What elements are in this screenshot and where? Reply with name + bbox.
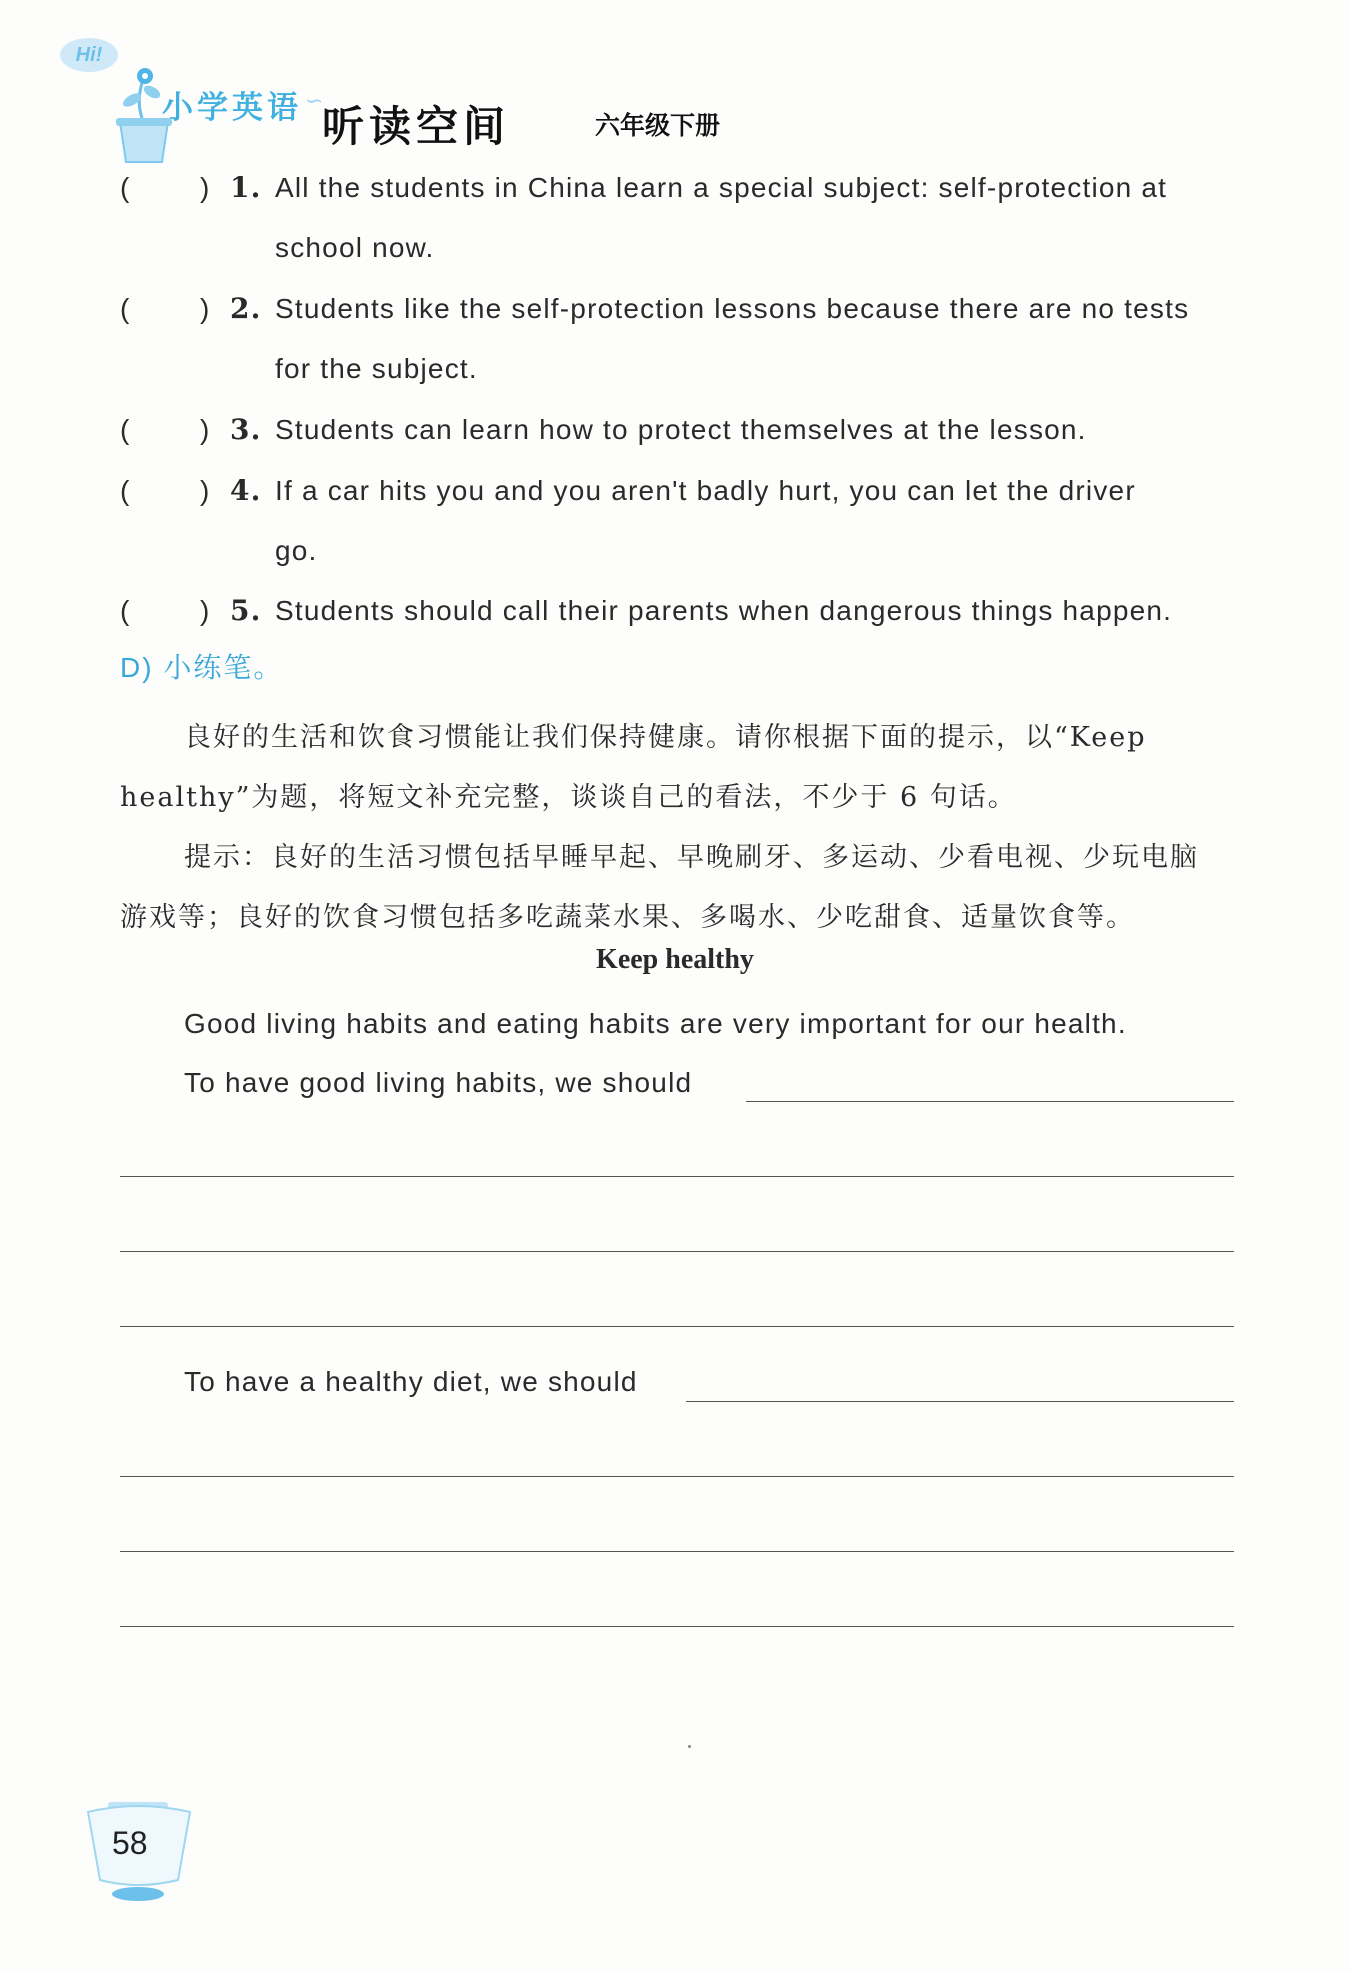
answer-paren-close: ) [200, 414, 211, 445]
prompt-healthy-diet: To have a healthy diet, we should [184, 1366, 638, 1397]
section-d-title: D) 小练笔。 [120, 652, 284, 683]
book-title: 听读空间 [322, 102, 511, 151]
answer-paren-open: ( [120, 475, 131, 506]
series-title: 小学英语 [162, 90, 302, 126]
question-number: 3. [230, 413, 262, 446]
writing-blank[interactable] [686, 1401, 1234, 1402]
essay-intro: Good living habits and eating habits are very important for our health. [184, 1008, 1127, 1039]
page-number: 58 [112, 1825, 148, 1861]
hint-line-1: 提示：良好的生活习惯包括早睡早起、早晚刷牙、多运动、少看电视、少玩电脑 [184, 842, 1199, 873]
question-text-continued: for the subject. [275, 353, 478, 384]
writing-line[interactable] [120, 1626, 1234, 1627]
answer-paren-open: ( [120, 414, 131, 445]
writing-line[interactable] [120, 1176, 1234, 1177]
answer-paren-close: ) [200, 475, 211, 506]
question-number: 4. [230, 474, 262, 507]
prompt-living-habits: To have good living habits, we should [184, 1067, 693, 1098]
writing-blank[interactable] [746, 1101, 1234, 1102]
answer-paren-open: ( [120, 595, 131, 626]
question-number: 1. [230, 171, 262, 204]
question-text: If a car hits you and you aren't badly hurt, you can let the driver [275, 475, 1136, 506]
question-text: Students can learn how to protect themselves at the lesson. [275, 414, 1087, 445]
hint-line-2: 游戏等；良好的饮食习惯包括多吃蔬菜水果、多喝水、少吃甜食、适量饮食等。 [120, 902, 1135, 933]
writing-line[interactable] [120, 1551, 1234, 1552]
question-number: 5. [230, 594, 262, 627]
page-header [50, 30, 750, 160]
answer-paren-close: ) [200, 172, 211, 203]
answer-paren-open: ( [120, 172, 131, 203]
question-text-continued: school now. [275, 232, 435, 263]
instruction-line-1: 良好的生活和饮食习惯能让我们保持健康。请你根据下面的提示，以“Keep [184, 722, 1147, 753]
writing-line[interactable] [120, 1476, 1234, 1477]
answer-paren-close: ) [200, 293, 211, 324]
answer-paren-close: ) [200, 595, 211, 626]
question-number: 2. [230, 292, 262, 325]
question-text: Students like the self-protection lessons because there are no tests [275, 293, 1190, 324]
print-speck [688, 1745, 691, 1748]
swirl-icon: ∽ [305, 88, 324, 113]
question-text: Students should call their parents when dangerous things happen. [275, 595, 1173, 626]
grade-label: 六年级下册 [595, 111, 721, 140]
question-text-continued: go. [275, 535, 318, 566]
writing-line[interactable] [120, 1251, 1234, 1252]
question-text: All the students in China learn a special subject: self-protection at [275, 172, 1168, 203]
essay-title: Keep healthy [596, 944, 754, 975]
hi-badge: Hi! [60, 38, 118, 72]
writing-line[interactable] [120, 1326, 1234, 1327]
answer-paren-open: ( [120, 293, 131, 324]
instruction-line-2: healthy”为题，将短文补充完整，谈谈自己的看法，不少于 6 句话。 [120, 782, 1017, 813]
